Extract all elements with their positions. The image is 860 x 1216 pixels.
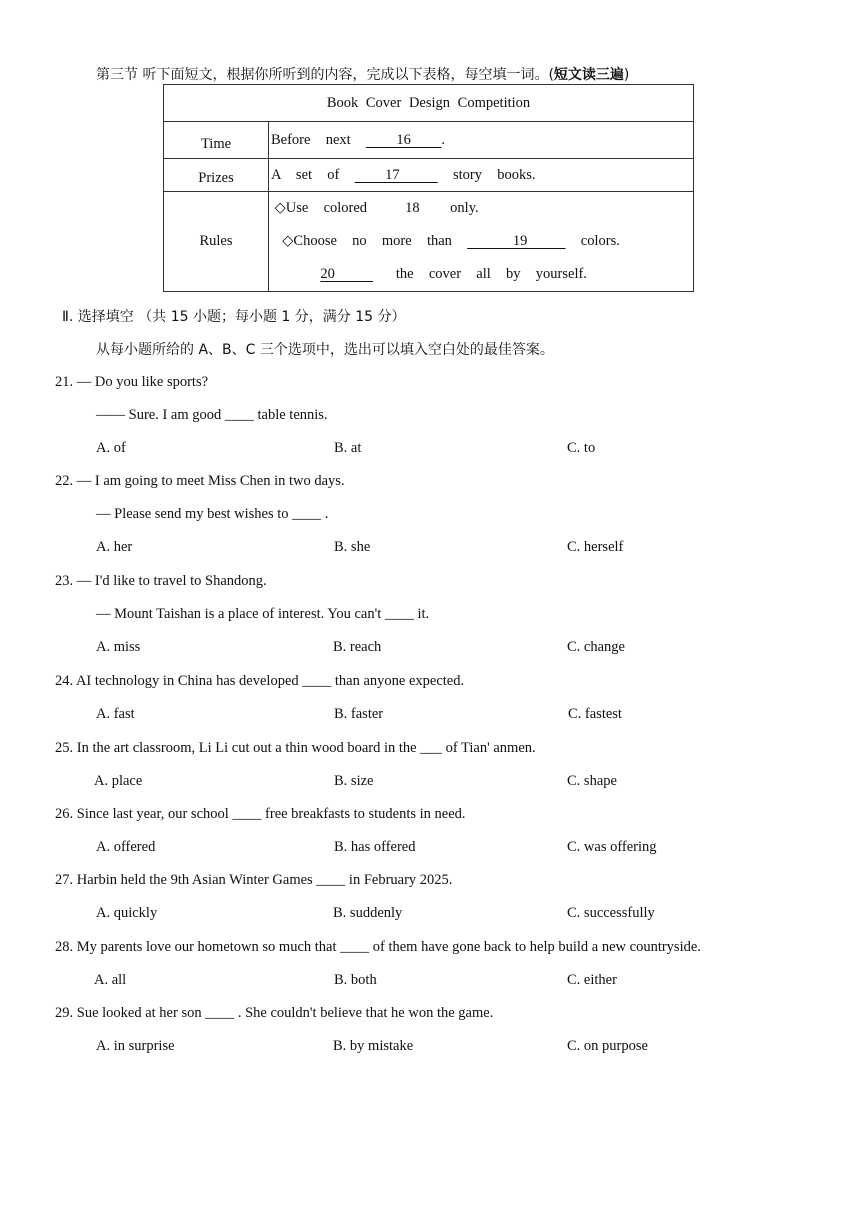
question-stem: 21. — Do you like sports? xyxy=(55,374,209,390)
option-a: A. offered xyxy=(96,839,156,855)
table-row-rules xyxy=(164,192,694,292)
time-pre: Before next xyxy=(271,131,366,148)
blank-19: 19 xyxy=(467,233,566,249)
question-stem: 29. Sue looked at her son ____ . She couldn't believe that he won the game. xyxy=(55,1005,494,1021)
question-stem: 26. Since last year, our school ____ free breakfasts to students in need. xyxy=(55,806,466,822)
instruction-end: ) xyxy=(623,67,630,83)
rule-line-3 xyxy=(271,258,693,291)
table-title-row xyxy=(164,85,694,122)
question-stem: 23. — I'd like to travel to Shandong. xyxy=(55,573,267,589)
option-b: B. faster xyxy=(334,706,384,722)
rule-2-post: colors. xyxy=(565,233,620,249)
row-label-prizes: Prizes xyxy=(164,159,269,192)
blank-17: 17 xyxy=(354,166,438,183)
instruction-emphasis: 短文读三遍 xyxy=(553,67,624,83)
rule-3-post: the cover all by yourself. xyxy=(373,266,587,282)
option-b: B. reach xyxy=(333,639,382,655)
row-label-time: Time xyxy=(164,122,269,159)
option-b: B. she xyxy=(334,539,371,555)
option-c: C. shape xyxy=(567,773,617,789)
question-stem: 27. Harbin held the 9th Asian Winter Games ____ in February 2025. xyxy=(55,872,453,888)
option-a: A. miss xyxy=(96,639,141,655)
option-c: C. was offering xyxy=(567,839,657,855)
prizes-pre: A set of xyxy=(271,166,355,183)
option-c: C. to xyxy=(567,440,596,456)
table-row-time xyxy=(164,122,694,159)
question-stem: 24. AI technology in China has developed ____ than anyone expected. xyxy=(55,673,465,689)
option-a: A. all xyxy=(94,972,127,988)
rule-3-pre xyxy=(271,266,320,282)
table-row-prizes xyxy=(164,159,694,192)
option-a: A. quickly xyxy=(96,905,158,921)
option-b: B. both xyxy=(334,972,377,988)
option-c: C. successfully xyxy=(567,905,655,921)
row-label-rules: Rules xyxy=(164,192,269,292)
rule-line-2 xyxy=(271,225,693,258)
question-reply: —— Sure. I am good ____ table tennis. xyxy=(96,407,328,423)
question-stem: 22. — I am going to meet Miss Chen in two days. xyxy=(55,473,345,489)
option-c: C. on purpose xyxy=(567,1038,648,1054)
option-b: B. has offered xyxy=(334,839,416,855)
section3-instruction xyxy=(96,64,629,84)
question-stem: 25. In the art classroom, Li Li cut out a thin wood board in the ___ of Tian' anmen. xyxy=(55,740,536,756)
option-a: A. place xyxy=(94,773,143,789)
time-post: . xyxy=(441,131,446,148)
rule-2-pre: ◇Choose no more than xyxy=(271,233,468,249)
competition-table xyxy=(163,84,694,292)
option-b: B. size xyxy=(334,773,374,789)
section2-instruction: 从每小题所给的 A、B、C 三个选项中，选出可以填入空白处的最佳答案。 xyxy=(96,342,554,358)
row-value-rules xyxy=(269,192,694,292)
option-b: B. by mistake xyxy=(333,1038,414,1054)
question-reply: — Mount Taishan is a place of interest. You can't ____ it. xyxy=(96,606,430,622)
rule-line-1 xyxy=(271,192,693,225)
question-reply: — Please send my best wishes to ____ . xyxy=(96,506,329,522)
question-stem: 28. My parents love our hometown so much that ____ of them have gone back to help build a new countryside. xyxy=(55,939,701,955)
prizes-post: story books. xyxy=(437,166,536,183)
option-c: C. either xyxy=(567,972,617,988)
option-c: C. herself xyxy=(567,539,624,555)
row-value-time xyxy=(269,122,694,159)
option-a: A. of xyxy=(96,440,126,456)
option-c: C. fastest xyxy=(568,706,622,722)
instruction-text: 第三节 听下面短文，根据你所听到的内容，完成以下表格，每空填一词。( xyxy=(96,67,554,83)
option-a: A. in surprise xyxy=(96,1038,175,1054)
option-a: A. her xyxy=(96,539,133,555)
row-value-prizes xyxy=(269,159,694,192)
blank-20: 20 xyxy=(320,266,373,282)
table-title: Book Cover Design Competition xyxy=(164,85,694,122)
rule-1-text: ◇Use colored 18 only. xyxy=(271,200,479,216)
option-b: B. suddenly xyxy=(333,905,403,921)
section2-heading: Ⅱ. 选择填空 （共 15 小题；每小题 1 分，满分 15 分） xyxy=(62,309,406,325)
option-b: B. at xyxy=(334,440,362,456)
option-c: C. change xyxy=(567,639,625,655)
option-a: A. fast xyxy=(96,706,135,722)
blank-16: 16 xyxy=(365,131,442,148)
